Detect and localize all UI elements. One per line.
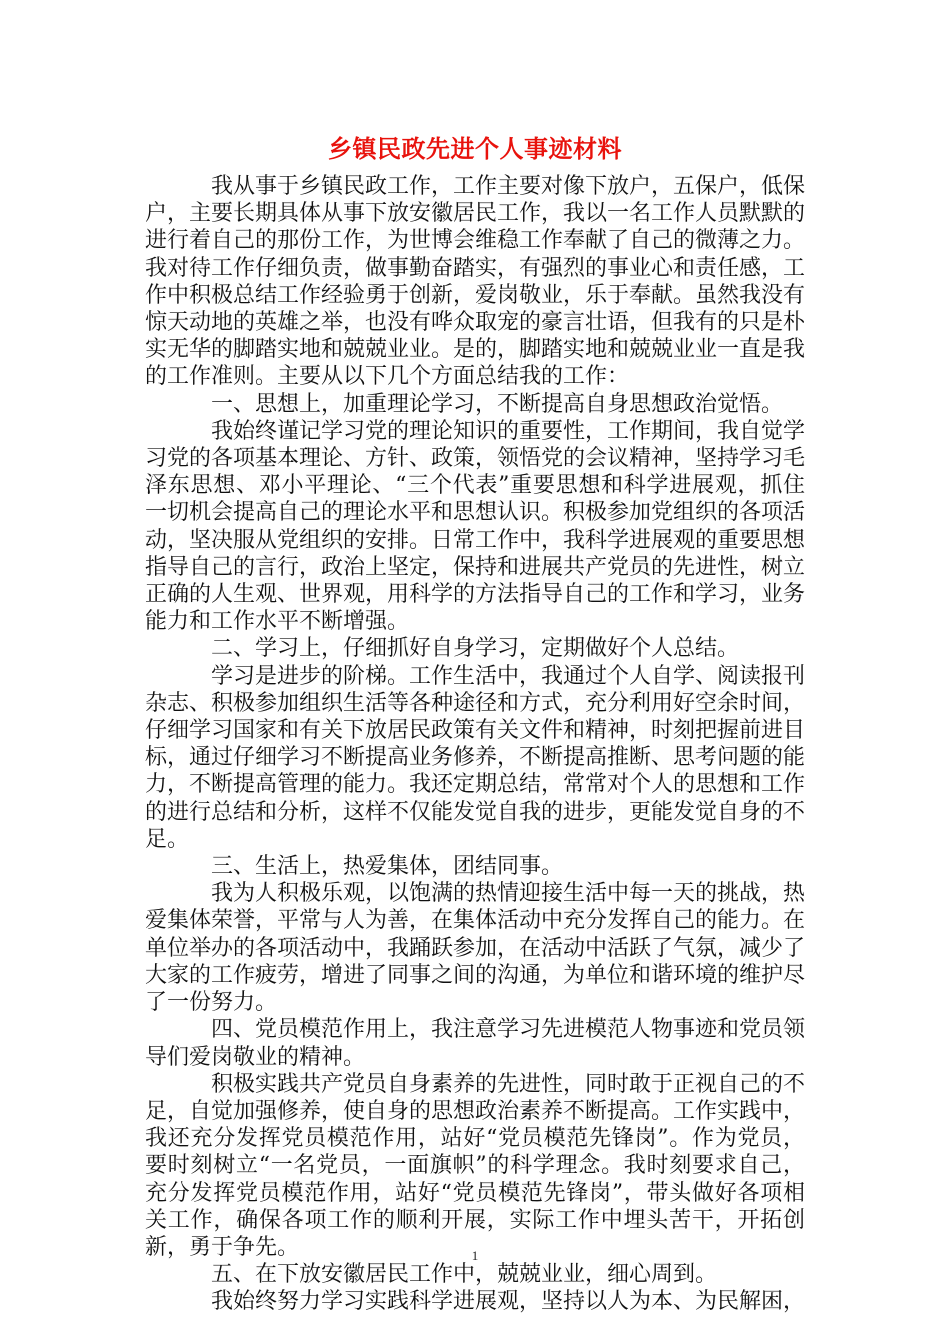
paragraph: 积极实践共产党员自身素养的先进性，同时敢于正视自己的不足，自觉加强修养，使自身的思想政治素养不断提高。工作实践中，我还充分发挥党员模范作用，站好“党员模范先锋岗”。作为党员，要时刻树立“一名党员，一面旗帜”的科学理念。我时刻要求自己，充分发挥党员模范作用，站好“党员模范先锋岗”，带头做好各项相关工作，确保各项工作的顺利开展，实际工作中埋头苦干，开拓创新，勇于争先。 — [145, 1071, 806, 1260]
paragraph: 我始终努力学习实践科学进展观，坚持以人为本、为民解困， — [211, 1289, 806, 1315]
page-number: 1 — [471, 1248, 479, 1263]
paragraph: 我始终谨记学习党的理论知识的重要性，工作期间，我自觉学习党的各项基本理论、方针、政策，领悟党的会议精神，坚持学习毛泽东思想、邓小平理论、“三个代表”重要思想和科学进展观，抓住一切机会提高自己的理论水平和思想认识。积极参加党组织的各项活动，坚决服从党组织的安排。日常工作中，我科学进展观的重要思想指导自己的言行，政治上坚定，保持和进展共产党员的先进性，树立正确的人生观、世界观，用科学的方法指导自己的工作和学习，业务能力和工作水平不断增强。 — [145, 418, 806, 635]
document-title: 乡镇民政先进个人事迹材料 — [328, 135, 622, 163]
paragraph: 学习是进步的阶梯。工作生活中，我通过个人自学、阅读报刊杂志、积极参加组织生活等各种途径和方式，充分利用好空余时间，仔细学习国家和有关下放居民政策有关文件和精神，时刻把握前进目标，通过仔细学习不断提高业务修养，不断提高推断、思考问题的能力，不断提高管理的能力。我还定期总结，常常对个人的思想和工作的进行总结和分析，这样不仅能发觉自我的进步，更能发觉自身的不足。 — [145, 663, 806, 852]
paragraph: 我从事于乡镇民政工作，工作主要对像下放户，五保户，低保户，主要长期具体从事下放安徽居民工作，我以一名工作人员默默的进行着自己的那份工作，为世博会维稳工作奉献了自己的微薄之力。我对待工作仔细负责，做事勤奋踏实，有强烈的事业心和责任感，工作中积极总结工作经验勇于创新，爱岗敬业，乐于奉献。虽然我没有惊天动地的英雄之举，也没有哗众取宠的豪言壮语，但我有的只是朴实无华的脚踏实地和兢兢业业。是的，脚踏实地和兢兢业业一直是我的工作准则。主要从以下几个方面总结我的工作： — [145, 174, 806, 390]
section-heading: 四、党员模范作用上，我注意学习先进模范人物事迹和党员领导们爱岗敬业的精神。 — [145, 1017, 806, 1070]
document-body — [145, 173, 805, 1316]
section-heading: 一、思想上，加重理论学习，不断提高自身思想政治觉悟。 — [211, 391, 784, 417]
section-heading: 二、学习上，仔细抓好自身学习，定期做好个人总结。 — [211, 636, 740, 662]
section-heading: 三、生活上，热爱集体，团结同事。 — [211, 854, 564, 880]
paragraph: 我为人积极乐观，以饱满的热情迎接生活中每一天的挑战，热爱集体荣誉，平常与人为善，在集体活动中充分发挥自己的能力。在单位举办的各项活动中，我踊跃参加，在活动中活跃了气氛，减少了大家的工作疲劳，增进了同事之间的沟通，为单位和谐环境的维护尽了一份努力。 — [145, 881, 806, 1016]
section-heading: 五、在下放安徽居民工作中，兢兢业业，细心周到。 — [211, 1262, 718, 1288]
